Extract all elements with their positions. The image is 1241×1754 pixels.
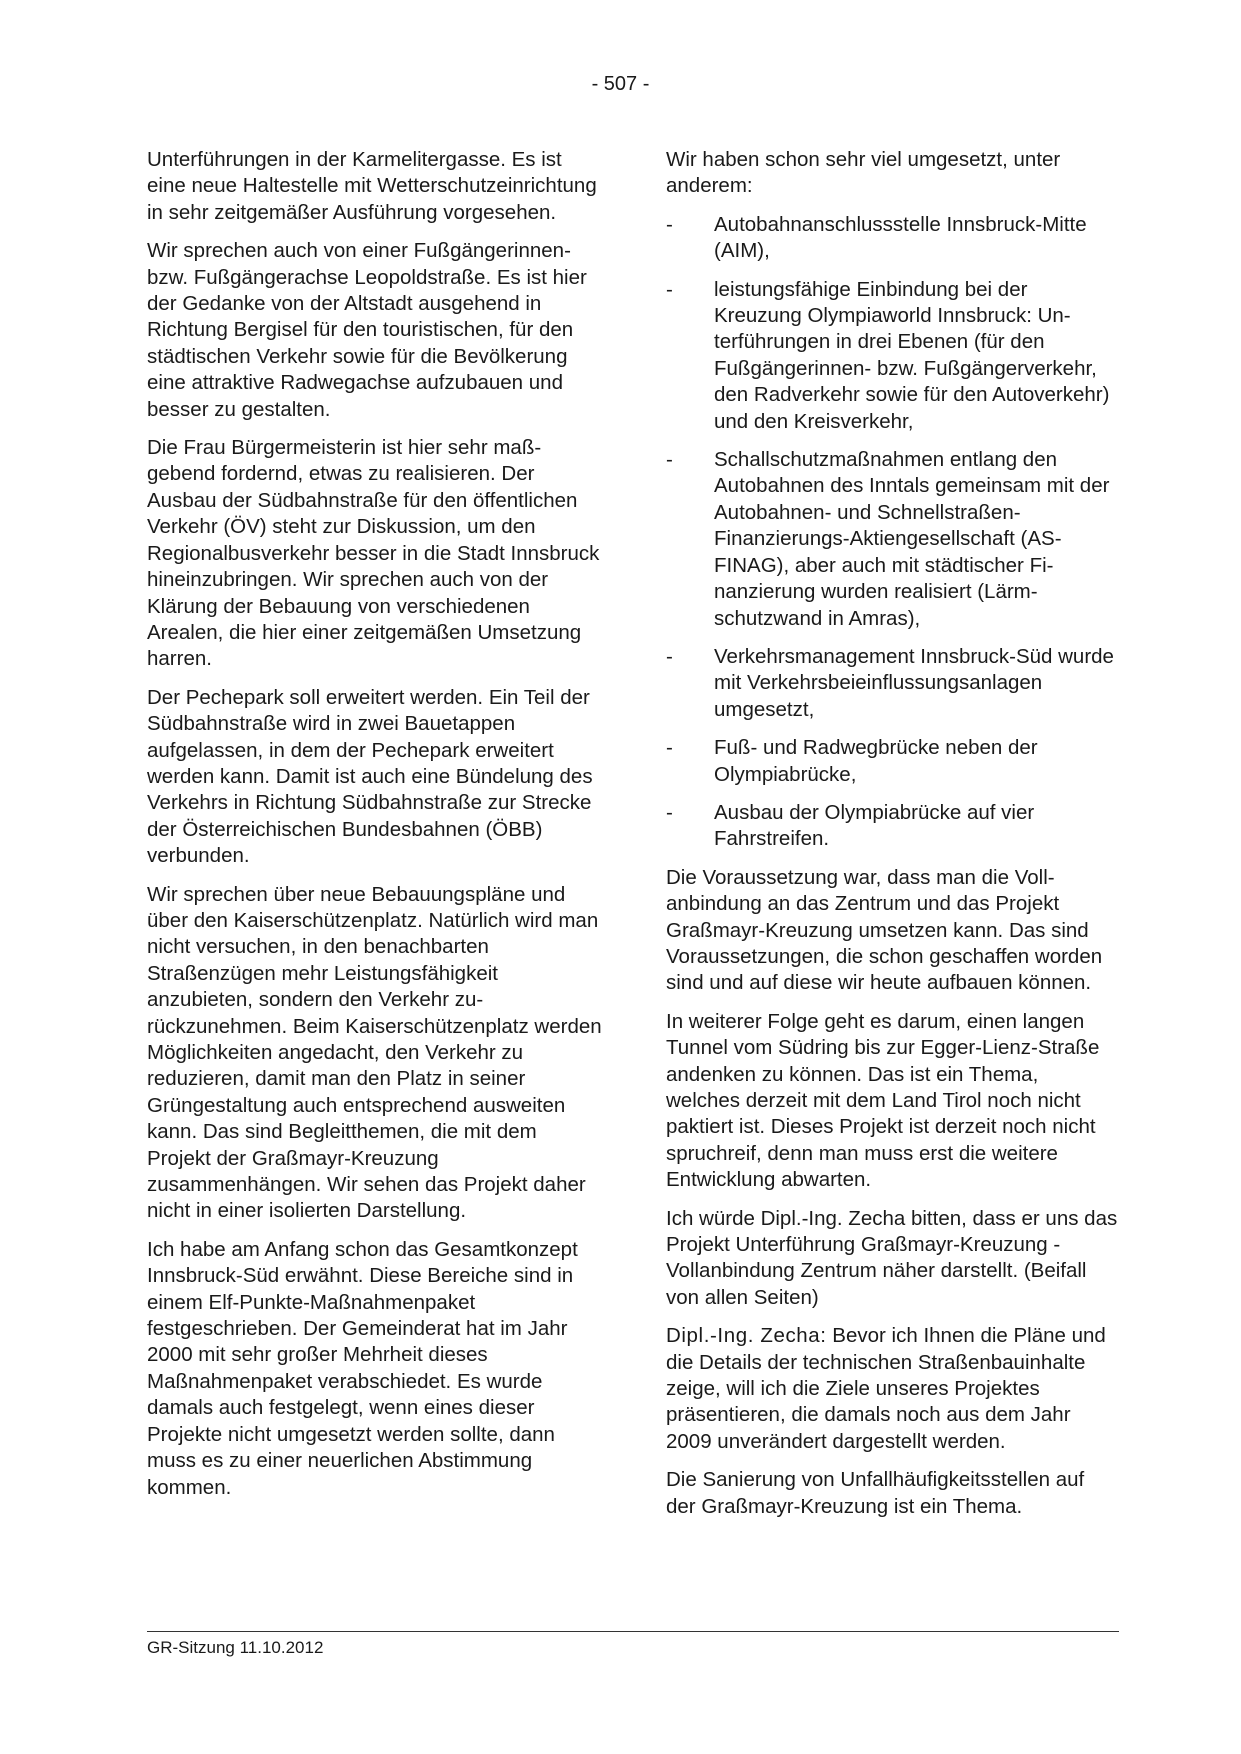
list-item bbox=[666, 644, 1118, 723]
bullet-marker: - bbox=[666, 448, 673, 472]
paragraph: Wir sprechen auch von einer Fußgängerinnen- bzw. Fußgängerachse Leopoldstraße. Es ist hier der Gedanke von der Altstadt ausgehend in Richtung Bergisel für den touristischen, für den städtischen Verkehr sowie für die Bevölkerung eine attraktive Radwegachse aufzubauen und besser zu gestalten. bbox=[147, 239, 587, 421]
paragraph: Wir sprechen über neue Bebauungspläne und über den Kaiserschützenplatz. Natürlich wird man nicht versuchen, in den benachbarten Straßenzügen mehr Leistungsfähigkeit anzubieten, sondern den Verkehr zurückzunehmen. Beim Kaiserschützenplatz werden Möglichkeiten angedacht, den Verkehr zu reduzieren, damit man den Platz in seiner Grüngestaltung auch entsprechend ausweiten kann. Das sind Begleitthemen, die mit dem Projekt der Graßmayr-Kreuzung zusammenhängen. Wir sehen das Projekt daher nicht in einer isolierten Darstellung. bbox=[147, 882, 602, 1223]
left-column bbox=[147, 147, 602, 1513]
intro-paragraph: Wir haben schon sehr viel umgesetzt, unter anderem: bbox=[666, 148, 1061, 198]
list-item-text: Verkehrsmanagement Innsbruck-Süd wurde mit Verkehrsbeieinflussungsanlagen umgesetzt, bbox=[714, 644, 1114, 721]
list-item bbox=[666, 277, 1118, 435]
footer-text: GR-Sitzung 11.10.2012 bbox=[147, 1638, 324, 1657]
paragraph: Ich habe am Anfang schon das Gesamtkonzept Innsbruck-Süd erwähnt. Diese Bereiche sind in einem Elf-Punkte-Maßnahmenpaket festgeschrieben. Der Gemeinderat hat im Jahr 2000 mit sehr großer Mehrheit dieses Maßnahmenpaket verabschiedet. Es wurde damals auch festgelegt, wenn eines dieser Projekte nicht umgesetzt werden sollte, dann muss es zu einer neuerlichen Abstimmung kommen. bbox=[147, 1237, 578, 1499]
paragraph: Der Pechepark soll erweitert werden. Ein Teil der Südbahnstraße wird in zwei Bauetappen aufgelassen, in dem der Pechepark erweitert werden kann. Damit ist auch eine Bündelung des Verkehrs in Richtung Südbahnstraße zur Strecke der Österreichischen Bundesbahnen (ÖBB) verbunden. bbox=[147, 685, 593, 868]
bullet-marker: - bbox=[666, 736, 673, 760]
right-column bbox=[666, 147, 1118, 1532]
bullet-marker: - bbox=[666, 212, 673, 236]
speaker-text: Bevor ich Ihnen die Pläne und die Details der technischen Straßenbauinhalte zeige, will ich die Ziele unseres Projektes präsentieren, die damals noch aus dem Jahr 2009 unverändert dargestellt werden. bbox=[666, 1324, 1106, 1453]
list-item-text: Autobahnanschlussstelle Innsbruck-Mitte (AIM), bbox=[714, 212, 1087, 263]
list-item bbox=[666, 212, 1118, 265]
footer-divider bbox=[147, 1631, 1119, 1632]
speaker-name: Dipl.-Ing. Zecha: bbox=[666, 1324, 827, 1348]
bullet-list bbox=[666, 212, 1118, 853]
bullet-marker: - bbox=[666, 800, 673, 824]
list-item-text: Fuß- und Radwegbrücke neben der Olympiabrücke, bbox=[714, 736, 1038, 786]
speaker-paragraph bbox=[666, 1323, 1118, 1455]
paragraph: Unterführungen in der Karmelitergasse. Es ist eine neue Haltestelle mit Wetterschutzeinrichtung in sehr zeitgemäßer Ausführung vorgesehen. bbox=[147, 148, 597, 224]
paragraph: Ich würde Dipl.-Ing. Zecha bitten, dass er uns das Projekt Unterführung Graßmayr-Kreuzung - Vollanbindung Zentrum näher darstellt. (Beifall von allen Seiten) bbox=[666, 1206, 1118, 1309]
paragraph: Die Frau Bürgermeisterin ist hier sehr maßgebend fordernd, etwas zu realisieren. Der Ausbau der Südbahnstraße für den öffentlichen Verkehr (ÖV) steht zur Diskussion, um den Regionalbusverkehr besser in die Stadt Innsbruck hineinzubringen. Wir sprechen auch von der Klärung der Bebauung von verschiedenen Arealen, die hier einer zeitgemäßen Umsetzung harren. bbox=[147, 436, 600, 671]
list-item-text: Schallschutzmaßnahmen entlang den Autobahnen des Inntals gemeinsam mit der Autobahnen- und Schnellstraßen-Finanzierungs-Aktiengesellschaft (ASFINAG), aber auch mit städtischer Finanzierung wurden realisiert (Lärmschutzwand in Amras), bbox=[714, 448, 1110, 630]
paragraph: Die Sanierung von Unfallhäufigkeitsstellen auf der Graßmayr-Kreuzung ist ein Thema. bbox=[666, 1468, 1085, 1518]
list-item bbox=[666, 735, 1118, 788]
bullet-marker: - bbox=[666, 277, 673, 301]
bullet-marker: - bbox=[666, 644, 673, 668]
list-item-text: Ausbau der Olympiabrücke auf vier Fahrstreifen. bbox=[714, 800, 1035, 851]
paragraph: Die Voraussetzung war, dass man die Vollanbindung an das Zentrum und das Projekt Graßmayr-Kreuzung umsetzen kann. Das sind Voraussetzungen, die schon geschaffen worden sind und auf diese wir heute aufbauen können. bbox=[666, 865, 1103, 995]
list-item bbox=[666, 800, 1118, 853]
page-number: - 507 - bbox=[591, 73, 650, 95]
list-item-text: leistungsfähige Einbindung bei der Kreuzung Olympiaworld Innsbruck: Unterführungen in drei Ebenen (für den Fußgängerinnen- bzw. Fußgängerverkehr, den Radverkehr sowie für den Autoverkehr) und den Kreisverkehr, bbox=[714, 277, 1110, 433]
list-item bbox=[666, 447, 1118, 632]
paragraph: In weiterer Folge geht es darum, einen langen Tunnel vom Südring bis zur Egger-Lienz-Straße andenken zu können. Das ist ein Thema, welches derzeit mit dem Land Tirol noch nicht paktiert ist. Dieses Projekt ist derzeit noch nicht spruchreif, denn man muss erst die weitere Entwicklung abwarten. bbox=[666, 1009, 1100, 1192]
